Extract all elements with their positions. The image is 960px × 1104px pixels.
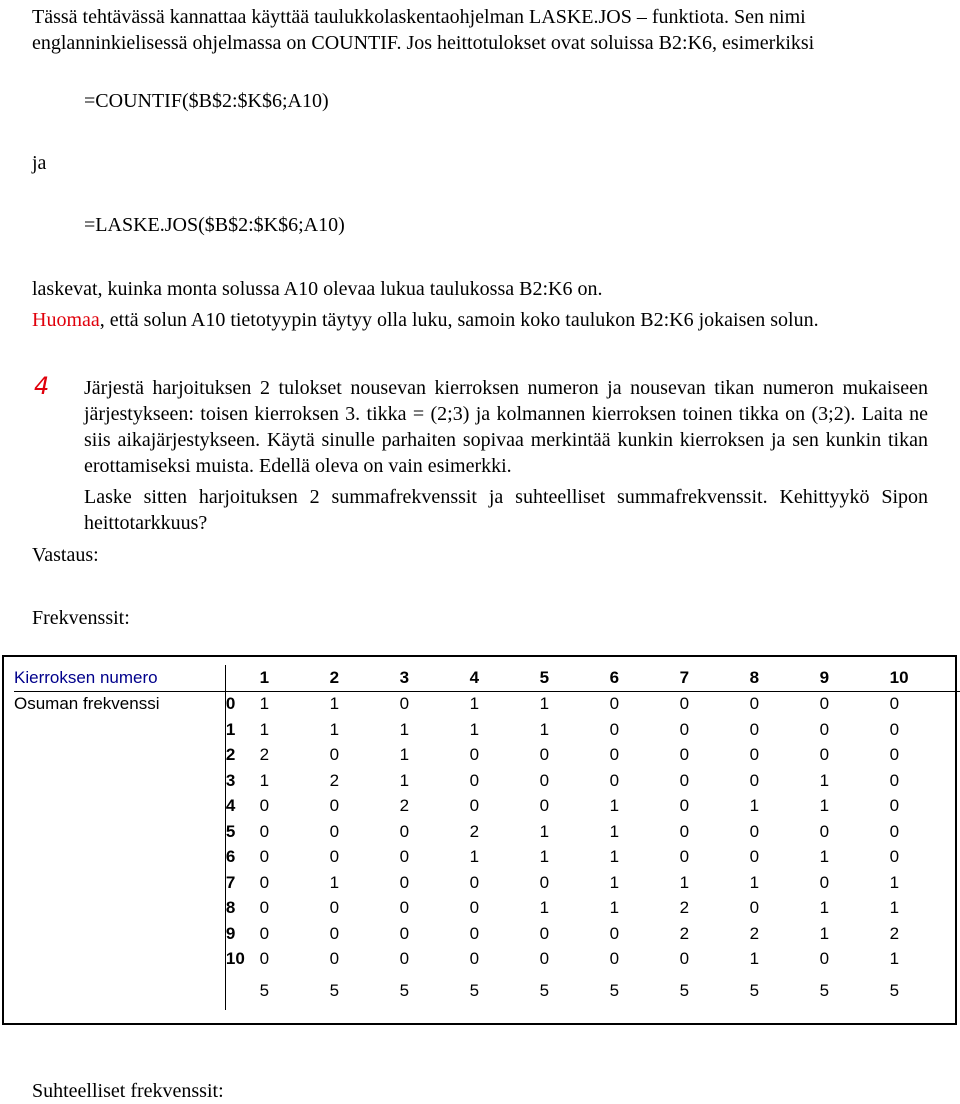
frequency-cell: 2 xyxy=(889,923,900,943)
frequency-cell: 0 xyxy=(679,821,690,841)
task-text: Järjestä harjoituksen 2 tulokset nousevan kierroksen numeron ja nousevan tikan numeron mukaiseen järjestykseen: toisen kierroksen 3. tikka = (2;3) ja kolmannen kierroksen toinen tikka on (3;2). Laita ne siis aikajärjestykseen. Käytä sinulle parhaiten sopivaa merkintää kunkin kierroksen ja sen kunkin tikan erottamiseksi muista. Edellä oleva on vain esimerkki. xyxy=(84,377,928,477)
frequency-cell: 1 xyxy=(749,872,760,892)
frequency-cell: 0 xyxy=(469,898,480,918)
frequency-cell: 0 xyxy=(609,923,620,943)
frequency-cell: 0 xyxy=(399,949,410,969)
frequency-cell: 0 xyxy=(539,872,550,892)
frequency-cell: 1 xyxy=(399,770,410,790)
frequency-cell: 0 xyxy=(819,821,830,841)
frequency-cell: 1 xyxy=(539,821,550,841)
frequency-cell: 0 xyxy=(819,949,830,969)
formula-laske-jos: =LASKE.JOS($B$2:$K$6;A10) xyxy=(84,214,345,236)
frequency-cell: 0 xyxy=(889,821,900,841)
frequency-cell: 1 xyxy=(889,898,900,918)
table-row xyxy=(14,768,960,794)
note-rest: , että solun A10 tietotyypin täytyy olla luku, samoin koko taulukon B2:K6 jokaisen solun. xyxy=(99,309,819,331)
frequency-cell: 1 xyxy=(469,847,480,867)
frequency-cell: 0 xyxy=(469,745,480,765)
intro-paragraph: Tässä tehtävässä kannattaa käyttää taulukkolaskentaohjelman LASKE.JOS – funktiota. Sen nimi englanninkielisessä ohjelmassa on COUNTIF. Jos heittotulokset ovat soluissa B2:K6, esimerkiksi xyxy=(32,6,815,54)
frequency-cell: 0 xyxy=(539,745,550,765)
frequency-cell: 0 xyxy=(679,745,690,765)
row-label-empty xyxy=(14,717,225,743)
frequency-cell: 1 xyxy=(540,691,610,717)
frequency-cell: 0 xyxy=(679,847,690,867)
total-cell: 5 xyxy=(609,981,620,1000)
frequency-cell: 0 xyxy=(749,719,760,739)
header-key-cell xyxy=(225,665,259,691)
frequency-cell: 0 xyxy=(819,719,830,739)
frequency-cell: 0 xyxy=(889,770,900,790)
table-row xyxy=(14,819,960,845)
frequency-cell: 0 xyxy=(889,847,900,867)
frequency-cell: 0 xyxy=(329,796,340,816)
round-number: 5 xyxy=(539,667,550,687)
table-header-row xyxy=(14,665,960,691)
frequency-cell: 0 xyxy=(469,770,480,790)
frequency-cell: 2 xyxy=(469,821,480,841)
frequency-cell: 0 xyxy=(609,770,620,790)
formula-explanation: laskevat, kuinka monta solussa A10 olevaa lukua taulukossa B2:K6 on. xyxy=(32,278,603,300)
frequency-cell: 0 xyxy=(680,691,750,717)
hit-value: 0 xyxy=(225,691,259,717)
frequency-cell: 0 xyxy=(469,796,480,816)
frequency-cell: 0 xyxy=(399,898,410,918)
table-row xyxy=(14,845,960,871)
frequency-cell: 0 xyxy=(539,796,550,816)
frequency-cell: 1 xyxy=(539,719,550,739)
frequency-cell: 0 xyxy=(609,949,620,969)
table-row xyxy=(14,691,960,717)
task-text-2: Laske sitten harjoituksen 2 summafrekvenssit ja suhteelliset summafrekvenssit. Kehittyykö Sipon heittotarkkuus? xyxy=(84,486,928,534)
frequency-cell: 1 xyxy=(470,691,540,717)
row-label-empty xyxy=(14,768,225,794)
row-label-empty xyxy=(14,743,225,769)
frequency-cell: 1 xyxy=(889,872,900,892)
table-row xyxy=(14,921,960,947)
round-number: 10 xyxy=(889,667,909,687)
frequency-cell: 0 xyxy=(679,719,690,739)
frequency-cell: 0 xyxy=(819,872,830,892)
section-frequencies: Frekvenssit: xyxy=(32,607,130,629)
frequency-cell: 1 xyxy=(260,691,330,717)
frequency-cell: 2 xyxy=(259,745,270,765)
frequency-cell: 0 xyxy=(820,691,890,717)
frequency-cell: 0 xyxy=(609,719,620,739)
round-number: 7 xyxy=(679,667,690,687)
frequency-cell: 0 xyxy=(329,745,340,765)
connector-ja: ja xyxy=(32,152,47,174)
total-cell: 5 xyxy=(259,981,270,1000)
header-label: Kierroksen numero xyxy=(14,667,158,687)
frequency-cell: 0 xyxy=(329,898,340,918)
frequency-cell: 1 xyxy=(679,872,690,892)
frequency-cell: 0 xyxy=(749,770,760,790)
formula-countif: =COUNTIF($B$2:$K$6;A10) xyxy=(84,90,329,112)
frequency-cell: 0 xyxy=(329,821,340,841)
table-row xyxy=(14,896,960,922)
hit-value: 9 xyxy=(225,921,259,947)
frequency-cell: 0 xyxy=(399,872,410,892)
hit-value: 5 xyxy=(225,819,259,845)
total-cell: 5 xyxy=(539,981,550,1000)
frequency-cell: 1 xyxy=(609,796,620,816)
round-number: 8 xyxy=(749,667,760,687)
frequency-cell: 0 xyxy=(679,770,690,790)
frequency-cell: 1 xyxy=(819,898,830,918)
total-cell: 5 xyxy=(749,981,760,1000)
frequency-cell: 2 xyxy=(329,770,340,790)
frequency-cell: 0 xyxy=(749,898,760,918)
frequency-cell: 1 xyxy=(889,949,900,969)
hit-value: 6 xyxy=(225,845,259,871)
table-row xyxy=(14,794,960,820)
frequency-cell: 1 xyxy=(330,691,400,717)
frequency-cell: 0 xyxy=(890,691,960,717)
frequency-cell: 0 xyxy=(259,872,270,892)
frequency-cell: 1 xyxy=(819,770,830,790)
frequency-cell: 1 xyxy=(749,949,760,969)
row-label-empty xyxy=(14,896,225,922)
frequency-cell: 2 xyxy=(679,898,690,918)
frequency-cell: 0 xyxy=(329,923,340,943)
frequency-cell: 1 xyxy=(609,872,620,892)
note-bold: Huomaa xyxy=(32,309,100,331)
frequency-cell: 0 xyxy=(889,719,900,739)
frequency-cell: 0 xyxy=(259,821,270,841)
frequency-cell: 1 xyxy=(329,872,340,892)
note-paragraph xyxy=(32,307,819,333)
frequency-cell: 0 xyxy=(610,691,680,717)
frequency-cell: 1 xyxy=(609,821,620,841)
hit-value: 1 xyxy=(225,717,259,743)
frequency-cell: 0 xyxy=(539,923,550,943)
frequency-cell: 0 xyxy=(259,796,270,816)
frequency-cell: 0 xyxy=(399,923,410,943)
frequency-cell: 1 xyxy=(259,770,270,790)
frequency-cell: 0 xyxy=(889,745,900,765)
total-cell: 5 xyxy=(819,981,830,1000)
table-row xyxy=(14,743,960,769)
frequency-cell: 0 xyxy=(679,949,690,969)
frequency-cell: 1 xyxy=(819,796,830,816)
frequency-cell: 0 xyxy=(469,949,480,969)
round-number: 4 xyxy=(469,667,480,687)
frequency-cell: 0 xyxy=(539,949,550,969)
frequency-cell: 1 xyxy=(259,719,270,739)
total-cell: 5 xyxy=(469,981,480,1000)
frequency-cell: 0 xyxy=(469,923,480,943)
task-number: 4 xyxy=(34,372,50,400)
frequency-cell: 0 xyxy=(750,691,820,717)
frequency-cell: 2 xyxy=(679,923,690,943)
table-row xyxy=(14,947,960,973)
frequency-cell: 1 xyxy=(819,847,830,867)
hit-value: 2 xyxy=(225,743,259,769)
frequency-cell: 0 xyxy=(399,821,410,841)
frequency-cell: 1 xyxy=(399,719,410,739)
frequency-cell: 1 xyxy=(329,719,340,739)
frequency-table xyxy=(14,665,960,1010)
frequency-cell: 0 xyxy=(259,923,270,943)
table-row xyxy=(14,870,960,896)
hit-value: 3 xyxy=(225,768,259,794)
row-label: Osuman frekvenssi xyxy=(14,691,225,717)
frequency-cell: 0 xyxy=(679,796,690,816)
frequency-cell: 0 xyxy=(259,847,270,867)
frequency-cell: 0 xyxy=(259,949,270,969)
row-label-empty xyxy=(14,947,225,973)
row-label-empty xyxy=(14,819,225,845)
frequency-cell: 1 xyxy=(749,796,760,816)
row-label-empty xyxy=(14,845,225,871)
hit-value: 7 xyxy=(225,870,259,896)
table-row xyxy=(14,717,960,743)
frequency-cell: 0 xyxy=(469,872,480,892)
round-number: 9 xyxy=(819,667,830,687)
frequency-cell: 1 xyxy=(819,923,830,943)
total-cell: 5 xyxy=(329,981,340,1000)
frequency-cell: 0 xyxy=(749,821,760,841)
total-cell: 5 xyxy=(399,981,410,1000)
totals-label-empty xyxy=(14,972,225,1010)
row-label-empty xyxy=(14,794,225,820)
totals-key-empty xyxy=(225,972,259,1010)
hit-value: 10 xyxy=(225,947,259,973)
frequency-cell: 1 xyxy=(609,898,620,918)
frequency-cell: 0 xyxy=(259,898,270,918)
row-label-empty xyxy=(14,921,225,947)
frequency-cell: 1 xyxy=(399,745,410,765)
round-number: 3 xyxy=(399,667,410,687)
round-number: 1 xyxy=(259,667,270,687)
round-number: 6 xyxy=(609,667,620,687)
frequency-cell: 0 xyxy=(539,770,550,790)
frequency-cell: 1 xyxy=(539,898,550,918)
total-cell: 5 xyxy=(889,981,900,1000)
frequency-cell: 0 xyxy=(749,847,760,867)
frequency-cell: 0 xyxy=(329,949,340,969)
section-relative-frequencies: Suhteelliset frekvenssit: xyxy=(32,1080,224,1102)
frequency-cell: 2 xyxy=(749,923,760,943)
totals-row xyxy=(14,972,960,1010)
frequency-cell: 0 xyxy=(889,796,900,816)
frequency-cell: 0 xyxy=(400,691,470,717)
frequency-cell: 1 xyxy=(539,847,550,867)
hit-value: 4 xyxy=(225,794,259,820)
hit-value: 8 xyxy=(225,896,259,922)
frequency-cell: 0 xyxy=(329,847,340,867)
frequency-cell: 0 xyxy=(399,847,410,867)
frequency-cell: 1 xyxy=(469,719,480,739)
frequency-cell: 0 xyxy=(609,745,620,765)
answer-label: Vastaus: xyxy=(32,544,99,566)
total-cell: 5 xyxy=(679,981,690,1000)
frequency-cell: 1 xyxy=(609,847,620,867)
frequency-cell: 0 xyxy=(749,745,760,765)
frequency-cell: 0 xyxy=(819,745,830,765)
round-number: 2 xyxy=(329,667,340,687)
frequency-cell: 2 xyxy=(399,796,410,816)
row-label-empty xyxy=(14,870,225,896)
